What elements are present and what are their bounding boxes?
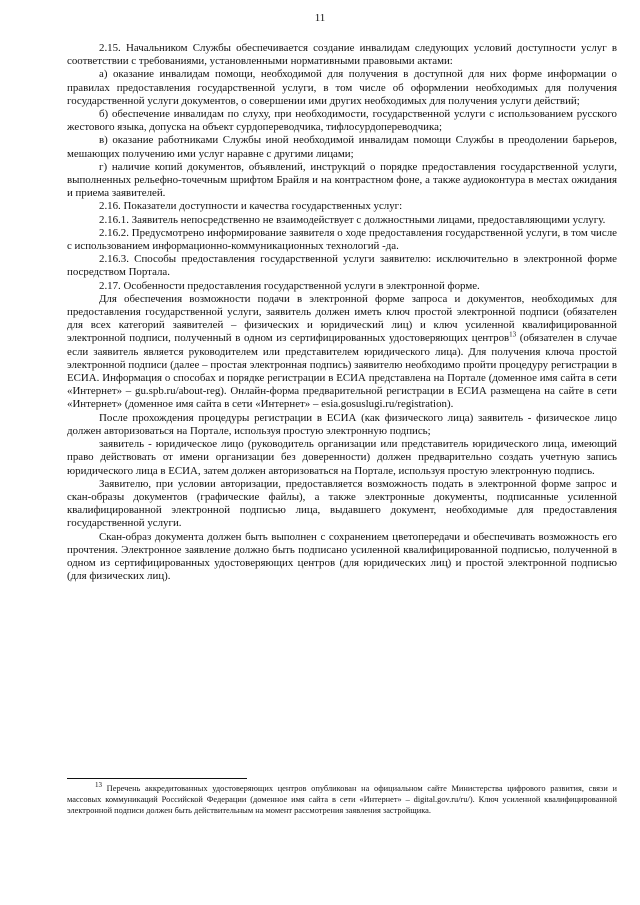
paragraph-legal-entity-authorization: заявитель - юридическое лицо (руководитель организации или представитель юридического лица, имеющий право действовать от имени организации без доверенности) должен предварительно создать учетную запись юридического лица в ЕСИА, затем должен авторизоваться на Портале, используя простую электронную подпись. [67, 438, 617, 477]
paragraph-2-16-1: 2.16.1. Заявитель непосредственно не взаимодействует с должностными лицами, предоставляющими услугу. [99, 213, 606, 226]
paragraph-esia-registration [67, 293, 617, 412]
paragraph-esia-text-start: Для обеспечения возможности подачи в электронной форме запроса и документов, необходимых для предоставления государственной услуги, заявитель должен иметь ключ простой электронной подписи (обязателен для всех категорий заявителей – физических и юридический лиц) и ключ усиленной квалифицированной электронной подписи, полученный в одном из сертифицированных удостоверяющих центров [67, 292, 617, 345]
paragraph-item-a: а) оказание инвалидам помощи, необходимой для получения в доступной для них форме информации о правилах предоставления государственной услуги, в том числе об оформлении необходимых для получения государственной услуги документов, о совершении ими других необходимых для получения услуги действий; [67, 68, 617, 107]
footnote-marker: 13 [95, 781, 102, 790]
footnote-divider [67, 778, 247, 779]
paragraph-item-b: б) обеспечение инвалидам по слуху, при необходимости, государственной услуги с использованием русского жестового языка, допуска на объект сурдопереводчика, тифлосурдопереводчика; [67, 108, 617, 134]
paragraph-document-submission: Заявителю, при условии авторизации, предоставляется возможность подать в электронной форме запрос и скан-образы документов (графические файлы), а также электронные документы, подписанные усиленной квалифицированной электронной подписью лица, выдавшего документ, необходимые для предоставления государственной услуги. [67, 477, 617, 530]
paragraph-esia-text-end: (обязателен в случае если заявитель является руководителем или представителем юридического лица). Для получения ключа простой электронной подписи (далее – простая электронная подпись) заявителю необходимо пройти процедуру регистрации в ЕСИА. Информация о способах и порядке регистрации в ЕСИА представлена на Портале (доменное имя сайта в сети «Интернет» – gu.spb.ru/about-reg). Онлайн-форма предварительной регистрации в ЕСИА размещена на сайте в сети «Интернет» (доменное имя сайта в сети «Интернет» – esia.gosuslugi.ru/registration). [67, 332, 617, 411]
footnote-text: Перечень аккредитованных удостоверяющих центров опубликован на официальном сайте Министерства цифрового развития, связи и массовых коммуникаций Российской Федерации (доменное имя сайта в сети «Интернет» – digital.gov.ru/ru/). Ключ усиленной квалифицированной электронной подписи должен быть действительным на момент рассмотрения заявления застройщика. [67, 784, 617, 815]
paragraph-scan-requirements: Скан-образ документа должен быть выполнен с сохранением цветопередачи и обеспечивать возможность его прочтения. Электронное заявление должно быть подписано усиленной квалифицированной подписью, полученной в одном из сертифицированных удостоверяющих центров (для юридических лиц) и простой электронной подписью (для физических лиц). [67, 530, 617, 583]
paragraph-2-17: 2.17. Особенности предоставления государственной услуги в электронной форме. [99, 279, 480, 292]
footnote [67, 783, 617, 816]
paragraph-2-15: 2.15. Начальником Службы обеспечивается создание инвалидам следующих условий доступности услуг в соответствии с требованиями, установленными нормативными правовыми актами: [67, 42, 617, 68]
paragraph-individual-authorization: После прохождения процедуры регистрации в ЕСИА (как физического лица) заявитель - физическое лицо должен авторизоваться на Портале, используя простую электронную подпись; [67, 411, 617, 437]
document-body [67, 42, 617, 583]
footnote-reference: 13 [509, 330, 517, 339]
paragraph-2-16-2: 2.16.2. Предусмотрено информирование заявителя о ходе предоставления государственной услуги, в том числе с использованием информационно-коммуникационных технологий -да. [67, 226, 617, 253]
page-number: 11 [314, 12, 326, 24]
paragraph-item-v: в) оказание работниками Службы иной необходимой инвалидам помощи Службы в преодолении барьеров, мешающих получению ими услуг наравне с другими лицами; [67, 134, 617, 160]
paragraph-2-16: 2.16. Показатели доступности и качества государственных услуг: [99, 200, 403, 213]
paragraph-item-g: г) наличие копий документов, объявлений, инструкций о порядке предоставления государственной услуги, выполненных рельефно-точечным шрифтом Брайля и на контрастном фоне, а также аудиоконтура в местах ожидания и приема заявителей. [67, 160, 617, 200]
paragraph-2-16-3: 2.16.3. Способы предоставления государственной услуги заявителю: исключительно в электронной форме посредством Портала. [67, 253, 617, 279]
